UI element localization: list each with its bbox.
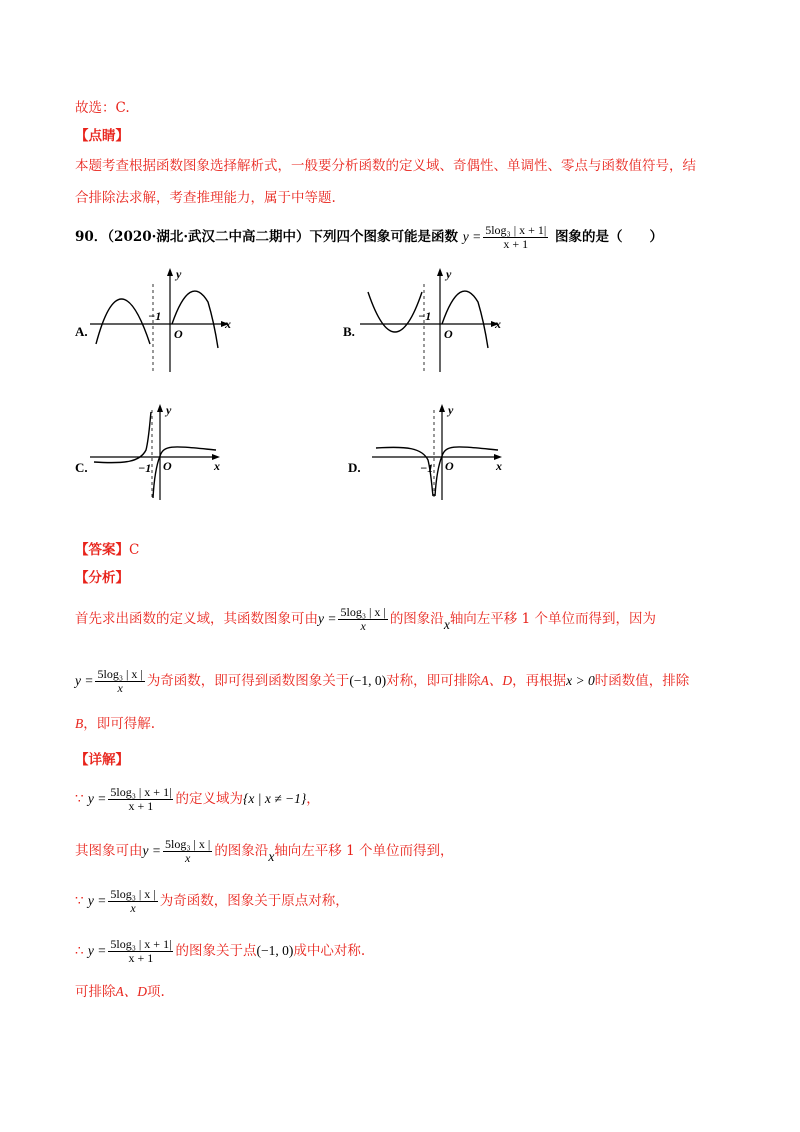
formula-lhs: y =: [87, 791, 107, 806]
answer-heading: 【答案】: [75, 542, 129, 558]
excluded-option: B: [75, 716, 84, 731]
excluded-options: A、D: [115, 984, 147, 999]
formula-denominator: x + 1: [128, 951, 154, 965]
detail-text: 的定义域为: [175, 791, 243, 807]
option-c-origin: O: [163, 459, 172, 473]
condition: x > 0: [566, 673, 595, 688]
because-symbol: ∵: [75, 893, 84, 909]
analysis-text: 轴向左平移 1 个单位而得到，因为: [449, 611, 656, 627]
review-heading: 【点睛】: [75, 128, 129, 144]
analysis-line-2: [75, 668, 689, 695]
formula-numerator: 5log₃ | x + 1|: [110, 937, 172, 951]
formula-denominator: x: [360, 619, 366, 633]
detail-heading: 【详解】: [75, 752, 129, 768]
function-lhs: y =: [462, 229, 482, 244]
option-a-label: A.: [75, 324, 88, 339]
analysis-text: 首先求出函数的定义域，其函数图象可由: [75, 611, 318, 627]
analysis-text: ，再根据: [512, 673, 567, 689]
axis-variable: x: [443, 617, 450, 632]
option-b-x-label: x: [495, 317, 501, 331]
formula-fraction: [95, 668, 144, 695]
detail-text: 的图象沿: [214, 843, 269, 859]
option-d-label: D.: [348, 460, 361, 475]
detail-text: ，: [306, 791, 320, 807]
detail-line-4: [75, 938, 365, 965]
detail-text: 轴向左平移 1 个单位而得到，: [274, 843, 454, 859]
detail-text: 为奇函数，图象关于原点对称，: [159, 893, 349, 909]
symmetry-point: (−1, 0): [349, 673, 387, 688]
formula-fraction: [163, 838, 212, 865]
option-b-tick: −1: [418, 309, 432, 323]
option-d-graph: [372, 400, 522, 505]
formula-fraction: [338, 606, 387, 633]
option-a-x-label: x: [225, 317, 231, 331]
analysis-heading: 【分析】: [75, 570, 129, 586]
detail-line-1: [75, 786, 320, 813]
formula-denominator: x: [130, 901, 136, 915]
option-a-origin: O: [174, 327, 183, 341]
question-number: 90．: [75, 229, 108, 245]
analysis-text: ，即可得解.: [83, 716, 156, 732]
analysis-text: 对称，即可排除: [386, 673, 481, 689]
selected-answer-line: 故选：C.: [75, 100, 130, 116]
formula-lhs: y =: [75, 673, 94, 688]
option-d-tick: −1: [420, 461, 434, 475]
question-stem-prefix: 下列四个图象可能是函数: [309, 229, 459, 245]
formula-numerator: 5log₃ | x |: [97, 667, 143, 681]
option-c-y-label: y: [166, 403, 172, 417]
option-b-label: B.: [343, 324, 355, 339]
detail-text: 项.: [147, 984, 165, 1000]
analysis-text: 为奇函数，即可得到函数图象关于: [146, 673, 350, 689]
answer-line: [75, 540, 139, 560]
formula-denominator: x: [184, 851, 191, 865]
formula-fraction: [108, 938, 173, 965]
analysis-text: 的图象沿: [389, 611, 444, 627]
review-text-line-1: 本题考查根据函数图象选择解析式，一般要分析函数的定义域、奇偶性、单调性、零点与函数值符号，结: [75, 158, 696, 174]
therefore-symbol: ∴: [75, 943, 84, 959]
detail-text: 成中心对称.: [293, 943, 366, 959]
formula-numerator: 5log₃ | x |: [340, 605, 386, 619]
analysis-text: 时函数值，排除: [594, 673, 690, 689]
function-fraction: [483, 224, 548, 251]
function-numerator: 5log₃ | x + 1|: [485, 223, 547, 237]
because-symbol: ∵: [75, 791, 84, 807]
detail-text: 其图象可由: [75, 843, 143, 859]
function-denominator: x + 1: [503, 237, 529, 251]
option-d-y-label: y: [448, 403, 454, 417]
option-b-y-label: y: [446, 267, 452, 281]
formula-numerator: 5log₃ | x |: [110, 887, 156, 901]
option-b-graph: [360, 262, 510, 377]
option-c-x-label: x: [214, 459, 220, 473]
formula-denominator: x + 1: [128, 799, 154, 813]
formula-lhs: y =: [87, 893, 107, 908]
formula-lhs: y =: [87, 943, 107, 958]
formula-fraction: [108, 786, 173, 813]
detail-line-2: [75, 838, 453, 867]
excluded-options: A、D: [480, 673, 513, 688]
option-a-y-label: y: [176, 267, 182, 281]
formula-numerator: 5log₃ | x |: [164, 837, 211, 851]
axis-variable: x: [268, 849, 275, 864]
option-c-graph: [90, 400, 240, 505]
option-b-origin: O: [444, 327, 453, 341]
question-stem-suffix: 图象的是（ ）: [555, 229, 664, 245]
formula-lhs: y =: [318, 611, 337, 626]
option-d-x-label: x: [496, 459, 502, 473]
question-stem: [75, 224, 663, 251]
detail-text: 可排除: [75, 984, 116, 1000]
option-c-label: C.: [75, 460, 88, 475]
analysis-line-3: [75, 714, 155, 734]
option-a-graph: [90, 262, 240, 377]
option-c-tick: −1: [138, 461, 152, 475]
formula-numerator: 5log₃ | x + 1|: [110, 785, 172, 799]
question-source: （2020·湖北·武汉二中高二期中）: [107, 229, 310, 245]
formula-denominator: x: [117, 681, 123, 695]
detail-text: 的图象关于点: [175, 943, 257, 959]
detail-line-5: [75, 982, 165, 1002]
domain-set: {x | x ≠ −1}: [242, 791, 307, 806]
option-d-origin: O: [445, 459, 454, 473]
formula-fraction: [108, 888, 157, 915]
option-a-tick: −1: [148, 309, 162, 323]
review-text-line-2: 合排除法求解，考查推理能力，属于中等题.: [75, 190, 336, 206]
formula-lhs: y =: [142, 843, 161, 858]
detail-line-3: [75, 888, 349, 915]
answer-value: C: [129, 542, 140, 558]
analysis-line-1: [75, 606, 656, 635]
symmetry-point: (−1, 0): [256, 943, 294, 958]
